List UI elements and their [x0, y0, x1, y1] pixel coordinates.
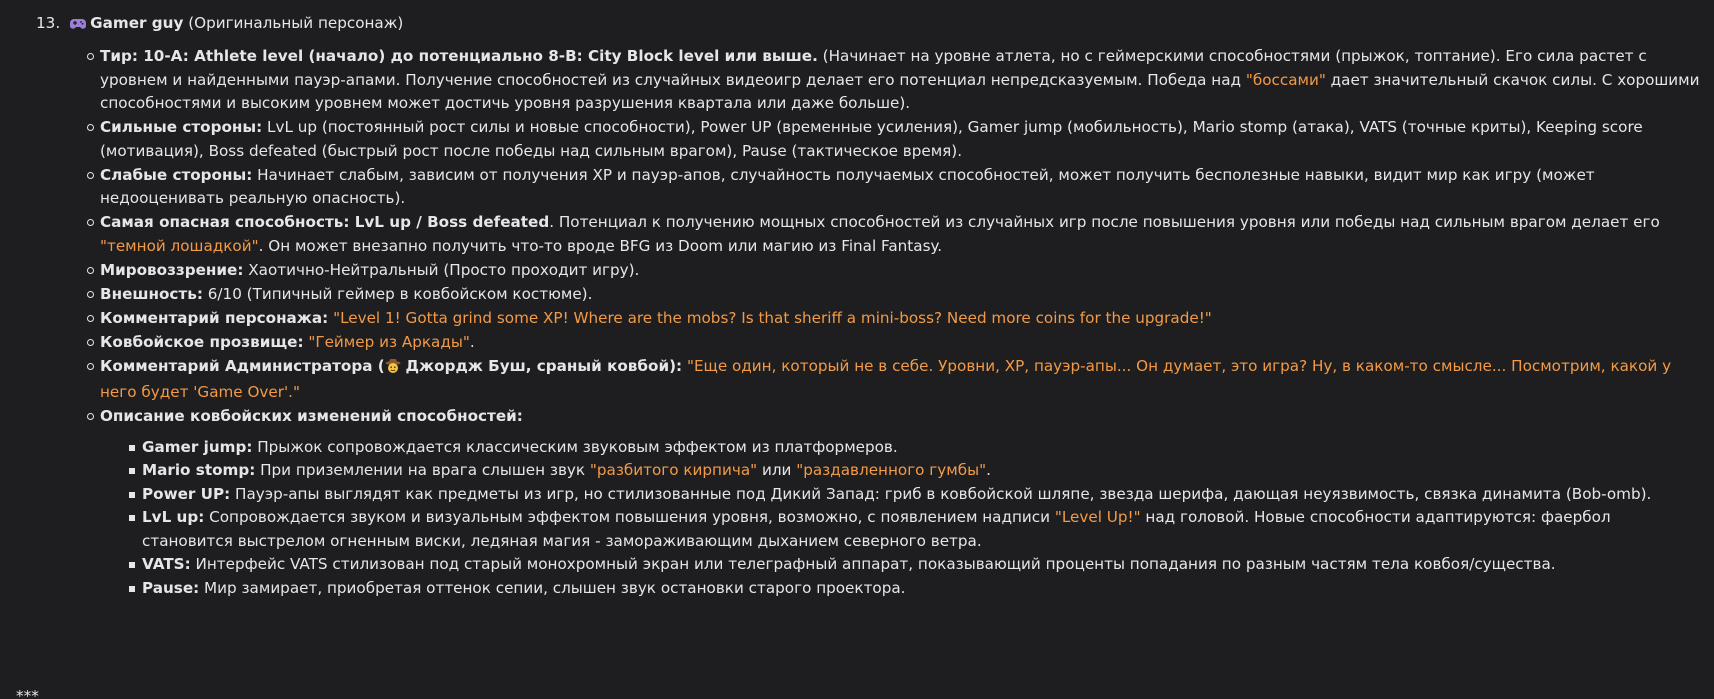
cowboy-face-icon — [385, 358, 401, 382]
admin-label-start: Комментарий Администратора ( — [100, 356, 385, 375]
comment-label: Комментарий персонажа: — [100, 308, 329, 327]
list-item-tier — [100, 45, 1700, 116]
lvlup-text-end: над головой. Новые способности адаптируются: фаербол становится выстрелом огненным виски, ледяная магия - замораживающим дыханием северного ветра. — [142, 508, 1611, 550]
weaknesses-label: Слабые стороны: — [100, 165, 253, 184]
stomp-text-end: . — [986, 461, 991, 479]
dangerous-text-end: . Он может внезапно получить что-то вроде BFG из Doom или магию из Final Fantasy. — [258, 236, 943, 255]
cowboy-changes-list — [100, 436, 1700, 601]
tier-highlight: "боссами" — [1245, 70, 1326, 89]
sub-item-pause — [142, 577, 1700, 601]
sub-item-power-up — [142, 483, 1700, 507]
character-heading — [36, 10, 403, 39]
character-name: Gamer guy — [90, 14, 184, 32]
stomp-highlight-brick: "разбитого кирпича" — [589, 461, 758, 479]
character-details-list — [100, 45, 1700, 601]
alignment-text: Хаотично-Нейтральный (Просто проходит игру). — [243, 260, 640, 279]
stomp-label: Mario stomp: — [142, 461, 256, 479]
vats-label: VATS: — [142, 555, 191, 573]
list-item-alignment — [100, 259, 1700, 283]
stomp-highlight-goomba: "раздавленного гумбы" — [796, 461, 987, 479]
list-item-character-comment — [100, 307, 1700, 331]
list-item-strengths — [100, 116, 1700, 163]
changes-label: Описание ковбойских изменений способностей: — [100, 407, 523, 425]
admin-quote: "Еще один, который не в себе. Уровни, XP, пауэр-апы... Он думает, это игра? Ну, в каком-то смысле... Посмотрим, какой у него будет 'Game Over'." — [100, 356, 1672, 401]
list-item-weaknesses — [100, 164, 1700, 211]
dangerous-text: . Потенциал к получению мощных способностей из случайных игр после повышения уровня или победы над сильным врагом делает его — [549, 213, 1660, 231]
strengths-label: Сильные стороны: — [100, 118, 263, 136]
lvlup-highlight: "Level Up!" — [1054, 508, 1141, 526]
strengths-text: LvL up (постоянный рост силы и новые способности), Power UP (временные усиления), Gamer jump (мобильность), Mario stomp (атака), VATS (точные криты), Keeping score (мотивация), Boss defeated (быстрый рост после победы над сильным врагом), Pause (тактическое время). — [100, 118, 1643, 160]
pause-label: Pause: — [142, 578, 200, 597]
sub-item-mario-stomp — [142, 459, 1700, 483]
dangerous-highlight: "темной лошадкой" — [100, 236, 259, 255]
alignment-label: Мировоззрение: — [100, 260, 244, 279]
tier-label: Тир: 10-A: Athlete level (начало) до потенциально 8-B: City Block level или выше. — [100, 47, 818, 65]
list-item-dangerous-ability — [100, 211, 1700, 258]
appearance-text: 6/10 (Типичный геймер в ковбойском костюме). — [202, 284, 593, 303]
nickname-tail: . — [469, 332, 475, 351]
dangerous-label: Самая опасная способность: LvL up / Boss defeated — [100, 213, 550, 231]
tier-text-end: дает значительный скачок силы. С хорошими способностями и высоким уровнем может достичь уровня разрушения квартала или даже больше). — [100, 70, 1700, 112]
powerup-label: Power UP: — [142, 484, 231, 503]
comment-quote: "Level 1! Gotta grind some XP! Where are the mobs? Is that sheriff a mini-boss? Need more coins for the upgrade!" — [328, 308, 1212, 327]
sub-item-vats — [142, 553, 1700, 577]
appearance-label: Внешность: — [100, 284, 203, 303]
weaknesses-text: Начинает слабым, зависим от получения XP и пауэр-апов, случайность получаемых способностей, может получить бесполезные навыки, видит мир как игру (может недооценивать реальную опасность). — [100, 165, 1595, 207]
jump-text: Прыжок сопровождается классическим звуковым эффектом из платформеров. — [252, 437, 898, 456]
stomp-text-or: или — [757, 461, 797, 479]
sub-item-lvl-up — [142, 506, 1700, 553]
powerup-text: Пауэр-апы выглядят как предметы из игр, но стилизованные под Дикий Запад: гриб в ковбойской шляпе, звезда шерифа, дающая неуязвимость, связка динамита (Bob-omb). — [230, 484, 1652, 503]
vats-text: Интерфейс VATS стилизован под старый монохромный экран или телеграфный аппарат, показывающий проценты попадания по разным частям тела ковбоя/существа. — [190, 555, 1556, 573]
nickname-quote: "Геймер из Аркады" — [303, 332, 470, 351]
admin-label-end: Джордж Буш, сраный ковбой): — [405, 356, 683, 375]
list-item-appearance — [100, 283, 1700, 307]
stomp-text: При приземлении на врага слышен звук — [255, 461, 590, 479]
sub-item-gamer-jump — [142, 436, 1700, 460]
list-item-cowboy-changes — [100, 405, 1700, 600]
gamepad-icon — [70, 13, 86, 39]
tier-text: (Начинает на уровне атлета, но с геймерскими способностями (прыжок, топтание). Его сила растет с уровнем и найденными пауэр-апами. Получение способностей из случайных видеоигр делает его потенциал непредсказуемым. Победа над — [100, 47, 1647, 89]
list-item-nickname — [100, 331, 1700, 355]
list-number: 13. — [36, 14, 61, 32]
lvlup-label: LvL up: — [142, 508, 205, 526]
nickname-label: Ковбойское прозвище: — [100, 332, 304, 351]
character-note: (Оригинальный персонаж) — [188, 14, 404, 32]
lvlup-text: Сопровождается звуком и визуальным эффектом повышения уровня, возможно, с появлением надписи — [204, 508, 1055, 526]
pause-text: Мир замирает, приобретая оттенок сепии, слышен звук остановки старого проектора. — [199, 578, 906, 597]
list-item-admin-comment — [100, 355, 1700, 405]
section-separator: *** — [16, 687, 39, 699]
jump-label: Gamer jump: — [142, 437, 253, 456]
